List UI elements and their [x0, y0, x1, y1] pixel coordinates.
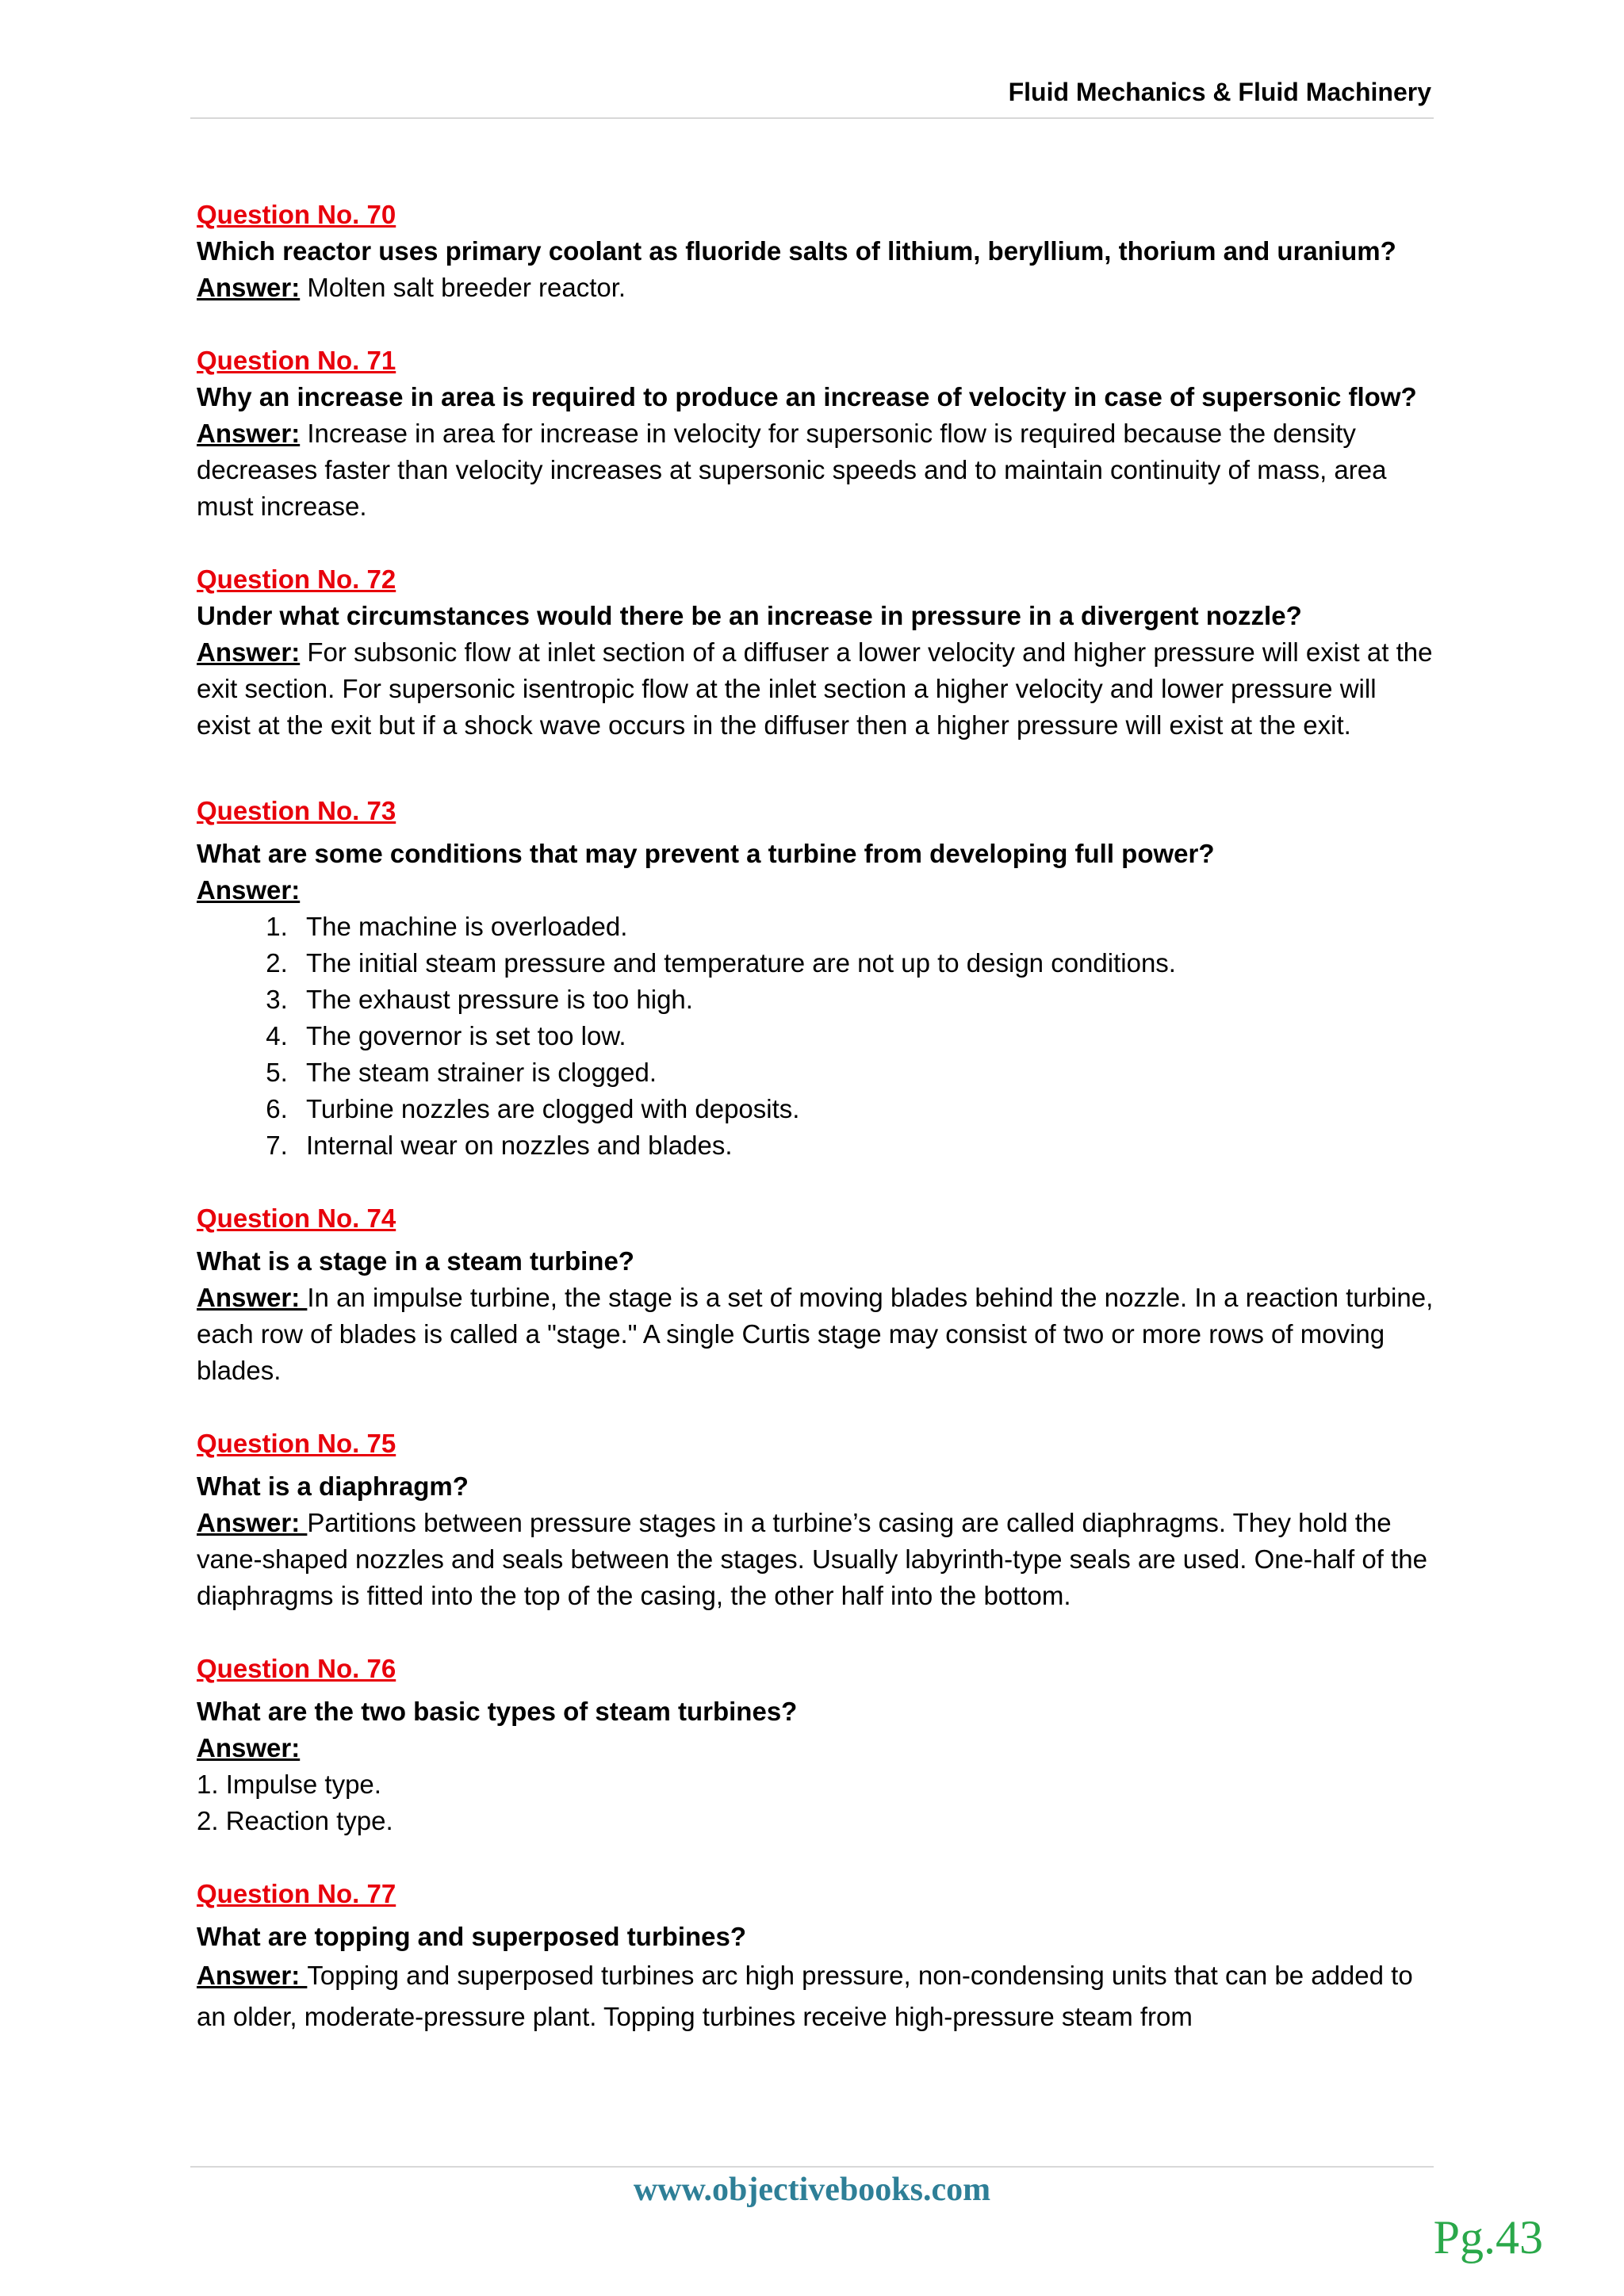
question-block-77: [197, 1876, 1434, 2038]
question-text: What is a stage in a steam turbine?: [197, 1246, 634, 1276]
question-block-74: [197, 1200, 1434, 1389]
list-item: 1. Impulse type.: [197, 1770, 381, 1799]
question-number: Question No. 72: [197, 564, 396, 594]
answer-label: Answer:: [197, 273, 301, 302]
header-divider: [190, 117, 1434, 119]
answer-label: Answer:: [197, 1508, 308, 1537]
list-item: 3. The exhaust pressure is too high.: [295, 982, 1434, 1018]
document-body: [197, 197, 1434, 2074]
question-number: Question No. 75: [197, 1429, 396, 1458]
question-block-72: [197, 561, 1434, 744]
question-block-70: [197, 197, 1434, 306]
question-number: Question No. 74: [197, 1203, 396, 1233]
list-item: 7. Internal wear on nozzles and blades.: [295, 1127, 1434, 1164]
answer: [197, 1955, 1434, 2038]
question-text: Which reactor uses primary coolant as fluoride salts of lithium, beryllium, thorium and uranium?: [197, 236, 1396, 266]
footer-divider: [190, 2166, 1434, 2168]
question-block-73: [197, 793, 1434, 1164]
answer: [197, 1280, 1434, 1389]
header-title: Fluid Mechanics & Fluid Machinery: [1008, 78, 1431, 106]
question-text: Why an increase in area is required to produce an increase of velocity in case of supersonic flow?: [197, 382, 1417, 411]
answer-label: Answer:: [197, 1733, 301, 1762]
list-item: 4. The governor is set too low.: [295, 1018, 1434, 1054]
question-number: Question No. 76: [197, 1654, 396, 1683]
answer-text: Partitions between pressure stages in a turbine’s casing are called diaphragms. They hold the vane-shaped nozzles and seals between the stages. Usually labyrinth-type seals are used. One-half of the diaphragms is fitted into the top of the casing, the other half into the bottom.: [197, 1508, 1427, 1610]
list-item: 2. Reaction type.: [197, 1806, 393, 1835]
answer-text: For subsonic flow at inlet section of a diffuser a lower velocity and higher pressure will exist at the exit section. For supersonic isentropic flow at the inlet section a higher velocity and lower pressure will exist at the exit but if a shock wave occurs in the diffuser then a higher pressure will exist at the exit.: [197, 637, 1433, 740]
answer-label: Answer:: [197, 1961, 308, 1990]
answer: [197, 872, 1434, 909]
question-block-71: [197, 342, 1434, 525]
question-text: What is a diaphragm?: [197, 1471, 469, 1501]
footer-website-link[interactable]: www.objectivebooks.com: [633, 2172, 991, 2208]
list-item: 2. The initial steam pressure and temperature are not up to design conditions.: [295, 945, 1434, 982]
answer-list: [197, 909, 1434, 1164]
question-text: Under what circumstances would there be an increase in pressure in a divergent nozzle?: [197, 601, 1302, 630]
answer: [197, 415, 1434, 525]
question-block-75: [197, 1425, 1434, 1614]
answer-text: Increase in area for increase in velocity for supersonic flow is required because the density decreases faster than velocity increases at supersonic speeds and to maintain continuity of mass, area must increase.: [197, 419, 1387, 521]
question-block-76: [197, 1651, 1434, 1839]
answer-label: Answer:: [197, 1283, 308, 1312]
answer-label: Answer:: [197, 419, 301, 448]
answer-label: Answer:: [197, 875, 301, 905]
answer-label: Answer:: [197, 637, 301, 667]
answer-text: Molten salt breeder reactor.: [300, 273, 626, 302]
answer: [197, 634, 1434, 744]
question-text: What are some conditions that may prevent a turbine from developing full power?: [197, 839, 1215, 868]
question-number: Question No. 71: [197, 346, 396, 375]
question-number: Question No. 77: [197, 1879, 396, 1908]
list-item: 1. The machine is overloaded.: [295, 909, 1434, 945]
list-item: 5. The steam strainer is clogged.: [295, 1054, 1434, 1091]
answer: [197, 270, 1434, 306]
question-text: What are topping and superposed turbines?: [197, 1922, 747, 1951]
answer-text: In an impulse turbine, the stage is a set of moving blades behind the nozzle. In a reaction turbine, each row of blades is called a "stage." A single Curtis stage may consist of two or more rows of moving blades.: [197, 1283, 1434, 1385]
question-number: Question No. 70: [197, 200, 396, 229]
answer: [197, 1505, 1434, 1614]
answer: [197, 1730, 1434, 1766]
list-item: 6. Turbine nozzles are clogged with deposits.: [295, 1091, 1434, 1127]
page-number: Pg.43: [1433, 2211, 1543, 2263]
answer-text: Topping and superposed turbines arc high pressure, non-condensing units that can be added to an older, moderate-pressure plant. Topping turbines receive high-pressure steam from: [197, 1961, 1413, 2031]
question-text: What are the two basic types of steam turbines?: [197, 1697, 798, 1726]
question-number: Question No. 73: [197, 796, 396, 825]
